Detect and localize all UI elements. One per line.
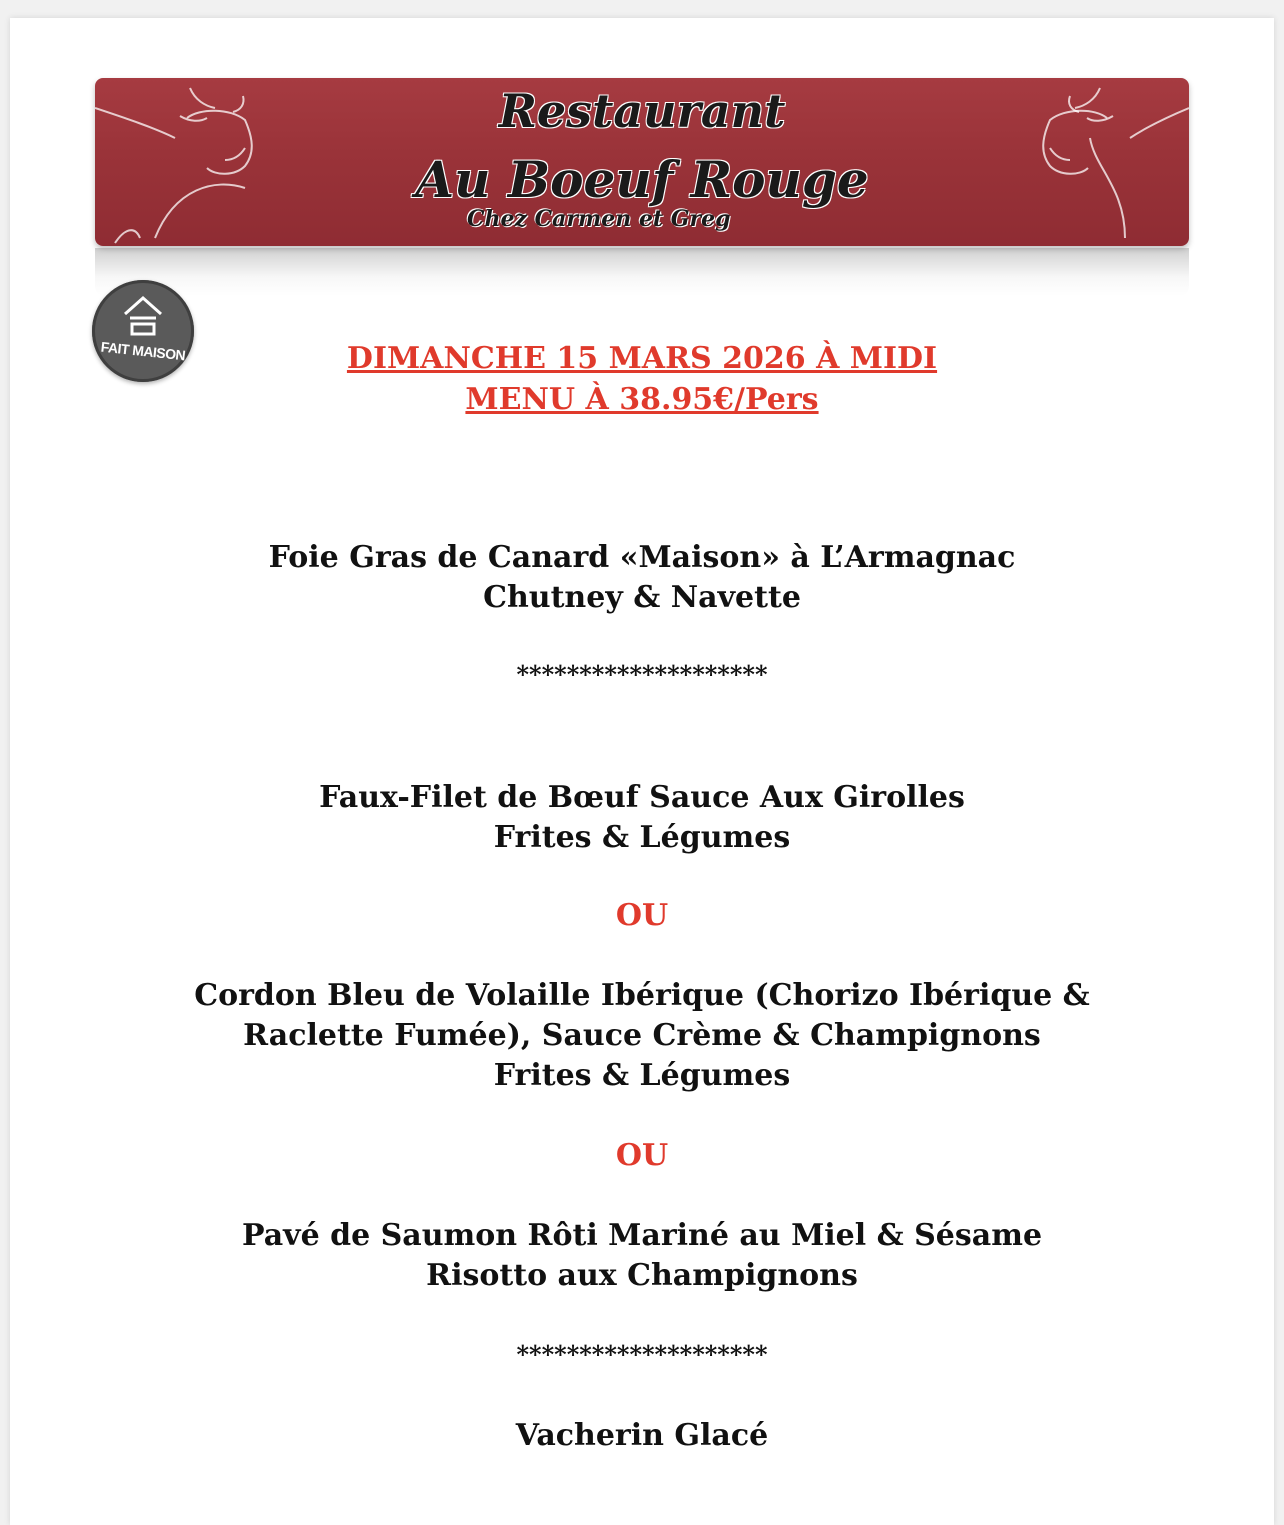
dessert-line: Vacherin Glacé (515, 1418, 769, 1453)
menu-header (10, 338, 1274, 420)
banner-line-name: Au Boeuf Rouge (415, 150, 869, 209)
main2-line: Frites & Légumes (493, 1058, 791, 1093)
banner-line-restaurant: Restaurant (498, 84, 786, 138)
main3-line: Risotto aux Champignons (426, 1258, 858, 1293)
menu-price: MENU À 38.95€/Pers (465, 382, 819, 417)
menu-date: DIMANCHE 15 MARS 2026 À MIDI (346, 341, 938, 376)
main2-line: Cordon Bleu de Volaille Ibérique (Chorizo Ibérique & (194, 978, 1090, 1013)
house-icon (120, 292, 166, 340)
main3-line: Pavé de Saumon Rôti Mariné au Miel & Sésame (241, 1218, 1043, 1253)
or-label: OU (615, 898, 669, 933)
menu-page (10, 18, 1274, 1525)
starter-line: Chutney & Navette (483, 580, 801, 615)
main2-line: Raclette Fumée), Sauce Crème & Champignons (243, 1018, 1041, 1053)
starter-section (10, 538, 1274, 618)
or-divider-2 (10, 1136, 1274, 1176)
separator: ******************** (516, 1340, 768, 1369)
main-course-1 (10, 778, 1274, 858)
or-label: OU (615, 1138, 669, 1173)
separator: ******************** (516, 660, 768, 689)
or-divider-1 (10, 896, 1274, 936)
separator-2 (10, 1340, 1274, 1370)
dessert-section (10, 1416, 1274, 1456)
main1-line: Faux-Filet de Bœuf Sauce Aux Girolles (319, 780, 965, 815)
main-course-3 (10, 1216, 1274, 1296)
main-course-2 (10, 976, 1274, 1096)
separator-1 (10, 660, 1274, 690)
badge-label: FAIT MAISON (100, 338, 186, 364)
restaurant-banner (95, 78, 1189, 246)
banner-reflection (95, 248, 1189, 296)
banner-subtitle: Chez Carmen et Greg (467, 206, 731, 232)
main1-line: Frites & Légumes (493, 820, 791, 855)
starter-line: Foie Gras de Canard «Maison» à L’Armagnac (268, 540, 1016, 575)
